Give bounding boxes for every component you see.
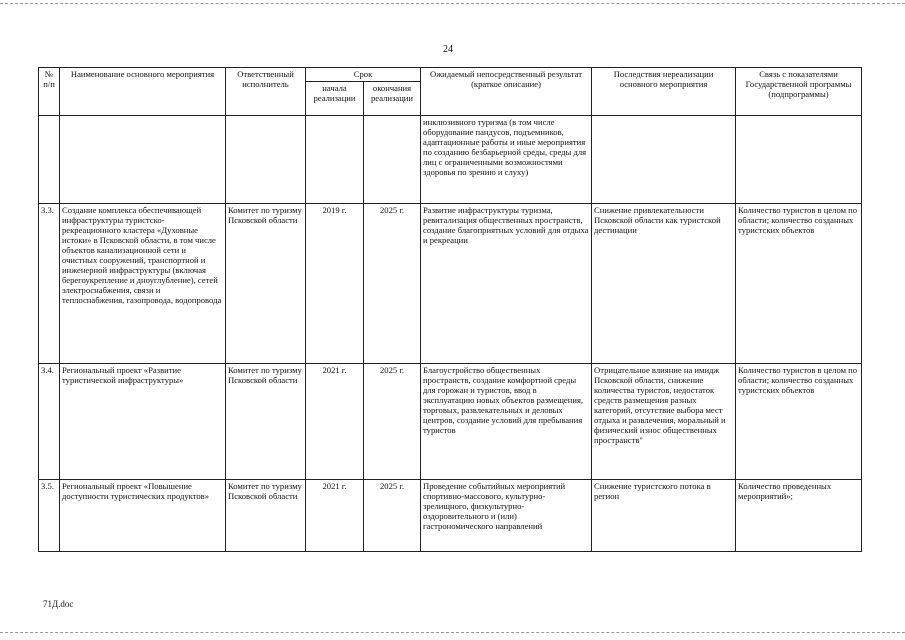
cell-start: 2021 г.	[306, 364, 364, 480]
cell-consequences: Снижение привлекательности Псковской области как туристской дестинации	[592, 204, 736, 364]
scan-edge-top	[0, 3, 905, 4]
header-num: № п/п	[39, 68, 60, 116]
header-start: начала реализации	[306, 82, 364, 116]
cell-result: инклюзивного туризма (в том числе оборудование пандусов, подъемников, адаптационные работы и иные мероприятия по созданию безбарьерной среды, среды для лиц с ограниченными возможностями здоровья по зрению и слуху)	[421, 116, 592, 204]
header-executor: Ответственный исполнитель	[226, 68, 306, 116]
header-term: Срок	[306, 68, 421, 82]
cell-link: Количество туристов в целом по области; количество созданных туристских объектов	[736, 204, 862, 364]
cell-result: Благоустройство общественных пространств, создание комфортной среды для горожан и туристов, ввод в эксплуатацию новых объектов размещения, торговых, развлекательных и деловых центров, создание условий для пребывания туристов	[421, 364, 592, 480]
header-end: окончания реализации	[364, 82, 421, 116]
cell-end	[364, 116, 421, 204]
cell-result: Развитие инфраструктуры туризма, ревитализация общественных пространств, создание благоприятных условий для отдыха и рекреации	[421, 204, 592, 364]
cell-executor: Комитет по туризму Псковской области	[226, 204, 306, 364]
cell-num: 3.5.	[39, 480, 60, 552]
cell-start: 2019 г.	[306, 204, 364, 364]
cell-executor: Комитет по туризму Псковской области	[226, 480, 306, 552]
table-row-3-5	[39, 480, 862, 552]
cell-start: 2021 г.	[306, 480, 364, 552]
measures-table	[38, 67, 862, 552]
scan-edge-bottom	[0, 632, 905, 633]
cell-name: Региональный проект «Развитие туристической инфраструктуры»	[60, 364, 226, 480]
cell-end: 2025 г.	[364, 480, 421, 552]
cell-executor	[226, 116, 306, 204]
cell-consequences: Снижение туристского потока в регион	[592, 480, 736, 552]
table-row-continuation	[39, 116, 862, 204]
cell-link	[736, 116, 862, 204]
cell-executor: Комитет по туризму Псковской области	[226, 364, 306, 480]
table-row-3-4	[39, 364, 862, 480]
cell-name	[60, 116, 226, 204]
header-consequences: Последствия нереализации основного мероприятия	[592, 68, 736, 116]
page-number: 24	[443, 44, 453, 55]
header-name: Наименование основного мероприятия	[60, 68, 226, 116]
cell-num: 3.4.	[39, 364, 60, 480]
cell-name: Создание комплекса обеспечивающей инфраструктуры туристско-рекреационного кластера «Духовные истоки» в Псковской области, в том числе объектов канализационной сети и очистных сооружений, транспортной и инженерной инфраструктуры (включая берегоукрепление и дноуглубление), сетей электроснабжения, связи и теплоснабжения, газопровода, водопровода	[60, 204, 226, 364]
cell-consequences	[592, 116, 736, 204]
cell-consequences: Отрицательное влияние на имидж Псковской области, снижение количества туристов, недостаток средств размещения разных категорий, отсутствие выбора мест отдыха и развлечения, моральный и физический износ общественных пространств"	[592, 364, 736, 480]
cell-num	[39, 116, 60, 204]
table-row-3-3	[39, 204, 862, 364]
cell-name: Региональный проект «Повышение доступности туристических продуктов»	[60, 480, 226, 552]
cell-end: 2025 г.	[364, 204, 421, 364]
cell-link: Количество туристов в целом по области; количество созданных туристских объектов	[736, 364, 862, 480]
cell-start	[306, 116, 364, 204]
cell-result: Проведение событийных мероприятий спортивно-массового, культурно-зрелищного, физкультурно-оздоровительного и (или) гастрономического направлений	[421, 480, 592, 552]
cell-end: 2025 г.	[364, 364, 421, 480]
cell-link: Количество проведенных мероприятий»;	[736, 480, 862, 552]
footer-filename: 71Д.doc	[43, 599, 74, 609]
header-link: Связь с показателями Государственной программы (подпрограммы)	[736, 68, 862, 116]
header-result: Ожидаемый непосредственный результат (краткое описание)	[421, 68, 592, 116]
cell-num: 3.3.	[39, 204, 60, 364]
